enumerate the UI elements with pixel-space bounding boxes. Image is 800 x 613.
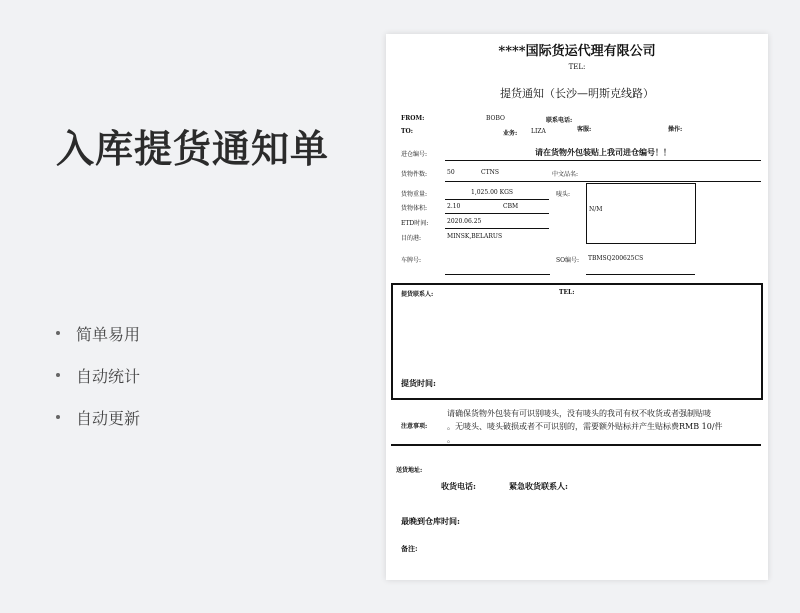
notice-document — [386, 34, 768, 580]
mark-label: 唛头: — [556, 191, 571, 198]
company-tel-label: TEL: — [568, 63, 586, 71]
pieces-label: 货物件数: — [401, 171, 428, 178]
pickup-box — [391, 283, 763, 400]
bullet-icon — [56, 415, 60, 419]
so-label: SO编号: — [556, 257, 580, 264]
from-value: BOBO — [486, 115, 505, 122]
bullet-icon — [56, 373, 60, 377]
feature-item — [56, 354, 140, 396]
sales-label: 业务: — [503, 130, 518, 137]
feature-label: 简单易用 — [76, 324, 141, 344]
volume-label: 货物体积: — [401, 205, 428, 212]
sales-value: LIZA — [531, 128, 546, 135]
contact-phone-label: 联系电话: — [546, 117, 573, 124]
divider — [445, 228, 549, 229]
pieces-value: 50 — [447, 169, 455, 176]
pieces-unit: CTNS — [481, 169, 499, 176]
feature-label: 自动更新 — [76, 408, 141, 428]
mark-box — [586, 183, 696, 244]
weight-label: 货物重量: — [401, 191, 428, 198]
feature-item — [56, 396, 140, 438]
company-name: ****国际货运代理有限公司 — [498, 44, 656, 59]
pickup-time-label: 提货时间: — [401, 378, 436, 388]
receive-phone-label: 收货电话: — [441, 481, 476, 491]
weight-value: 1,025.00 KGS — [471, 189, 514, 196]
mark-value: N/M — [589, 206, 603, 213]
urgent-contact-label: 紧急收货联系人: — [509, 481, 568, 491]
latest-time-label: 最晚到仓库时间: — [401, 516, 460, 526]
so-value: TBMSQ200625CS — [588, 255, 644, 262]
divider — [445, 199, 549, 200]
port-label: 目的港: — [401, 235, 422, 242]
feature-item — [56, 312, 140, 354]
operation-label: 操作: — [668, 126, 683, 133]
divider — [445, 213, 549, 214]
to-label: TO: — [401, 128, 413, 135]
inbound-no-label: 进仓编号: — [401, 151, 428, 158]
pickup-contact-label: 提货联系人: — [401, 291, 434, 298]
bullet-icon — [56, 331, 60, 335]
notes-label: 注意事项: — [401, 423, 428, 430]
divider — [391, 444, 761, 446]
volume-unit: CBM — [503, 203, 519, 210]
delivery-addr-label: 送货地址: — [396, 467, 423, 474]
etd-value: 2020.06.25 — [447, 218, 482, 225]
notes-line-1: 请确保货物外包装有可识别唛头，没有唛头的我司有权不收货或者强制贴唛 — [447, 409, 711, 418]
page-title: 入库提货通知单 — [56, 127, 330, 171]
notes-line-3: 。 — [447, 435, 455, 444]
divider — [445, 181, 761, 182]
divider — [586, 274, 695, 275]
divider — [445, 274, 550, 275]
remark-label: 备注: — [401, 544, 418, 553]
feature-list — [56, 312, 140, 438]
volume-value: 2.10 — [447, 203, 461, 210]
service-label: 客服: — [577, 126, 592, 133]
etd-label: ETD时间: — [401, 220, 429, 227]
inbound-no-note: 请在货物外包装贴上我司进仓编号！！ — [535, 147, 671, 157]
feature-label: 自动统计 — [76, 366, 141, 386]
from-label: FROM: — [401, 115, 425, 122]
cn-name-label: 中文品名: — [552, 171, 579, 178]
notice-title: 提货通知（长沙—明斯克线路） — [500, 87, 654, 100]
notes-line-2: 。无唛头、唛头破损或者不可识别的，需要额外贴标并产生贴标费RMB 10/件 — [447, 422, 723, 431]
port-value: MINSK,BELARUS — [447, 233, 503, 240]
plate-label: 车牌号: — [401, 257, 422, 264]
pickup-tel-label: TEL: — [559, 289, 575, 296]
divider — [445, 160, 761, 161]
